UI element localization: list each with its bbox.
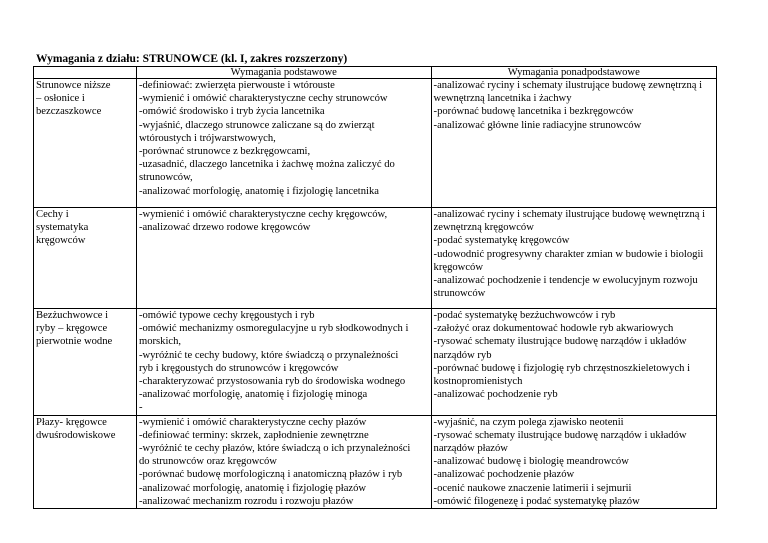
header-basic: Wymagania podstawowe	[136, 67, 431, 79]
requirement-line: narządów płazów	[433, 443, 508, 455]
requirement-line: -porównać budowę i fizjologię ryb chrzęstnoszkieletowych i	[433, 362, 691, 374]
table-row	[34, 208, 717, 309]
topic-cell	[34, 309, 137, 416]
advanced-requirements-cell	[431, 208, 716, 309]
requirement-line: -analizować mechanizm rozrodu i rozwoju płazów	[138, 495, 354, 507]
requirement-line: -analizować morfologię, anatomię i fizjologię minoga	[138, 389, 368, 401]
topic-line: systematyka	[36, 222, 89, 234]
requirement-line: -wyjaśnić, na czym polega zjawisko neotenii	[433, 416, 624, 428]
topic-line: ryby – kręgowce	[36, 323, 108, 335]
advanced-requirements-cell	[431, 79, 716, 208]
header-topic	[34, 67, 137, 79]
requirement-line: -rysować schematy ilustrujące budowę narządów i układów	[433, 429, 687, 441]
requirement-line: -wymienić i omówić charakterystyczne cechy strunowców	[138, 93, 388, 105]
requirement-line: -porównać strunowce z bezkręgowcami,	[138, 146, 311, 158]
requirement-line: -analizować drzewo rodowe kręgowców	[138, 222, 311, 234]
advanced-requirements-cell	[431, 415, 716, 508]
requirement-line: -wyjaśnić, dlaczego strunowce zaliczane są do zwierząt	[138, 119, 375, 131]
topic-line: bezczaszkowce	[36, 106, 102, 118]
topic-line: Strunowce niższe	[36, 80, 111, 91]
page-title: Wymagania z działu: STRUNOWCE (kl. I, zakres rozszerzony)	[36, 53, 348, 65]
requirements-table	[33, 66, 717, 509]
requirement-line: ryb i kręgoustych do strunowców i kręgowców	[138, 362, 339, 374]
topic-line: Cechy i	[36, 209, 69, 220]
requirement-line: -wymienić i omówić charakterystyczne cechy kręgowców,	[138, 209, 388, 220]
topic-cell	[34, 79, 137, 208]
requirement-line: -charakteryzować przystosowania ryb do środowiska wodnego	[138, 376, 406, 388]
topic-line: pierwotnie wodne	[36, 336, 113, 348]
requirement-line: -	[138, 402, 143, 414]
basic-requirements-cell	[136, 208, 431, 309]
table-row	[34, 415, 717, 508]
topic-line: dwuśrodowiskowe	[36, 429, 116, 441]
requirement-line: -analizować pochodzenie płazów	[433, 469, 575, 481]
requirement-line: -omówić mechanizmy osmoregulacyjne u ryb słodkowodnych i	[138, 323, 409, 335]
requirement-line: -udowodnić progresywny charakter zmian w budowie i biologii	[433, 248, 704, 260]
requirement-line: kręgowców	[433, 261, 483, 273]
requirement-line: -definiować terminy: skrzek, zapłodnienie zewnętrzne	[138, 429, 369, 441]
requirement-line: -definiować: zwierzęta pierwouste i wtórouste	[138, 80, 335, 91]
requirement-line: -podać systematykę bezżuchwowców i ryb	[433, 310, 616, 321]
topic-cell	[34, 415, 137, 508]
table-header-row	[34, 67, 717, 79]
header-advanced: Wymagania ponadpodstawowe	[431, 67, 716, 79]
requirement-line: -omówić środowisko i tryb życia lancetnika	[138, 106, 325, 118]
requirement-line: -ocenić naukowe znaczenie latimerii i sejmurii	[433, 482, 632, 494]
requirement-line: -analizować główne linie radiacyjne strunowców	[433, 119, 642, 131]
requirement-line: -podać systematykę kręgowców	[433, 235, 570, 247]
requirement-line: do strunowców oraz kręgowców	[138, 456, 277, 468]
requirement-line: -wymienić i omówić charakterystyczne cechy płazów	[138, 416, 367, 428]
requirement-line: wewnętrzną lancetnika i żachwy	[433, 93, 572, 105]
requirement-line: -porównać budowę lancetnika i bezkręgowców	[433, 106, 634, 118]
basic-requirements-cell	[136, 415, 431, 508]
table-row	[34, 309, 717, 416]
requirement-line: -uzasadnić, dlaczego lancetnika i żachwę można zaliczyć do	[138, 159, 395, 171]
requirement-line: -wyróżnić te cechy budowy, które świadczą o przynależności	[138, 349, 399, 361]
topic-cell	[34, 208, 137, 309]
requirement-line: kostnopromienistych	[433, 376, 523, 388]
topic-line: Bezżuchwowce i	[36, 310, 109, 321]
topic-line: – osłonice i	[36, 93, 85, 105]
table-row	[34, 79, 717, 208]
requirement-line: -omówić filogenezę i podać systematykę płazów	[433, 495, 640, 507]
topic-line: kręgowców	[36, 235, 86, 247]
requirement-line: -analizować morfologię, anatomię i fizjologię lancetnika	[138, 185, 379, 197]
requirement-line: -omówić typowe cechy kręgoustych i ryb	[138, 310, 315, 321]
requirement-line: -analizować morfologię, anatomię i fizjologię płazów	[138, 482, 367, 494]
requirement-line: wtóroustych i trójwarstwowych,	[138, 132, 276, 144]
requirement-line: -analizować pochodzenie ryb	[433, 389, 558, 401]
topic-line: Płazy- kręgowce	[36, 416, 107, 428]
requirement-line: -analizować ryciny i schematy ilustrujące budowę wewnętrzną i	[433, 209, 706, 220]
requirement-line: -analizować ryciny i schematy ilustrujące budowę zewnętrzną i	[433, 80, 703, 91]
advanced-requirements-cell	[431, 309, 716, 416]
basic-requirements-cell	[136, 79, 431, 208]
requirement-line: narządów ryb	[433, 349, 492, 361]
requirement-line: -rysować schematy ilustrujące budowę narządów i układów	[433, 336, 687, 348]
requirement-line: strunowców	[433, 288, 486, 300]
requirement-line: -analizować budowę i biologię meandrowców	[433, 456, 629, 468]
requirement-line: morskich,	[138, 336, 182, 348]
requirement-line: strunowców,	[138, 172, 193, 184]
requirement-line: zewnętrzną kręgowców	[433, 222, 534, 234]
requirement-line: -wyróżnić te cechy płazów, które świadczą o ich przynależności	[138, 443, 411, 455]
requirement-line: -założyć oraz dokumentować hodowle ryb akwariowych	[433, 323, 674, 335]
basic-requirements-cell	[136, 309, 431, 416]
requirement-line: -porównać budowę morfologiczną i anatomiczną płazów i ryb	[138, 469, 403, 481]
requirement-line: -analizować pochodzenie i tendencje w ewolucyjnym rozwoju	[433, 275, 698, 287]
